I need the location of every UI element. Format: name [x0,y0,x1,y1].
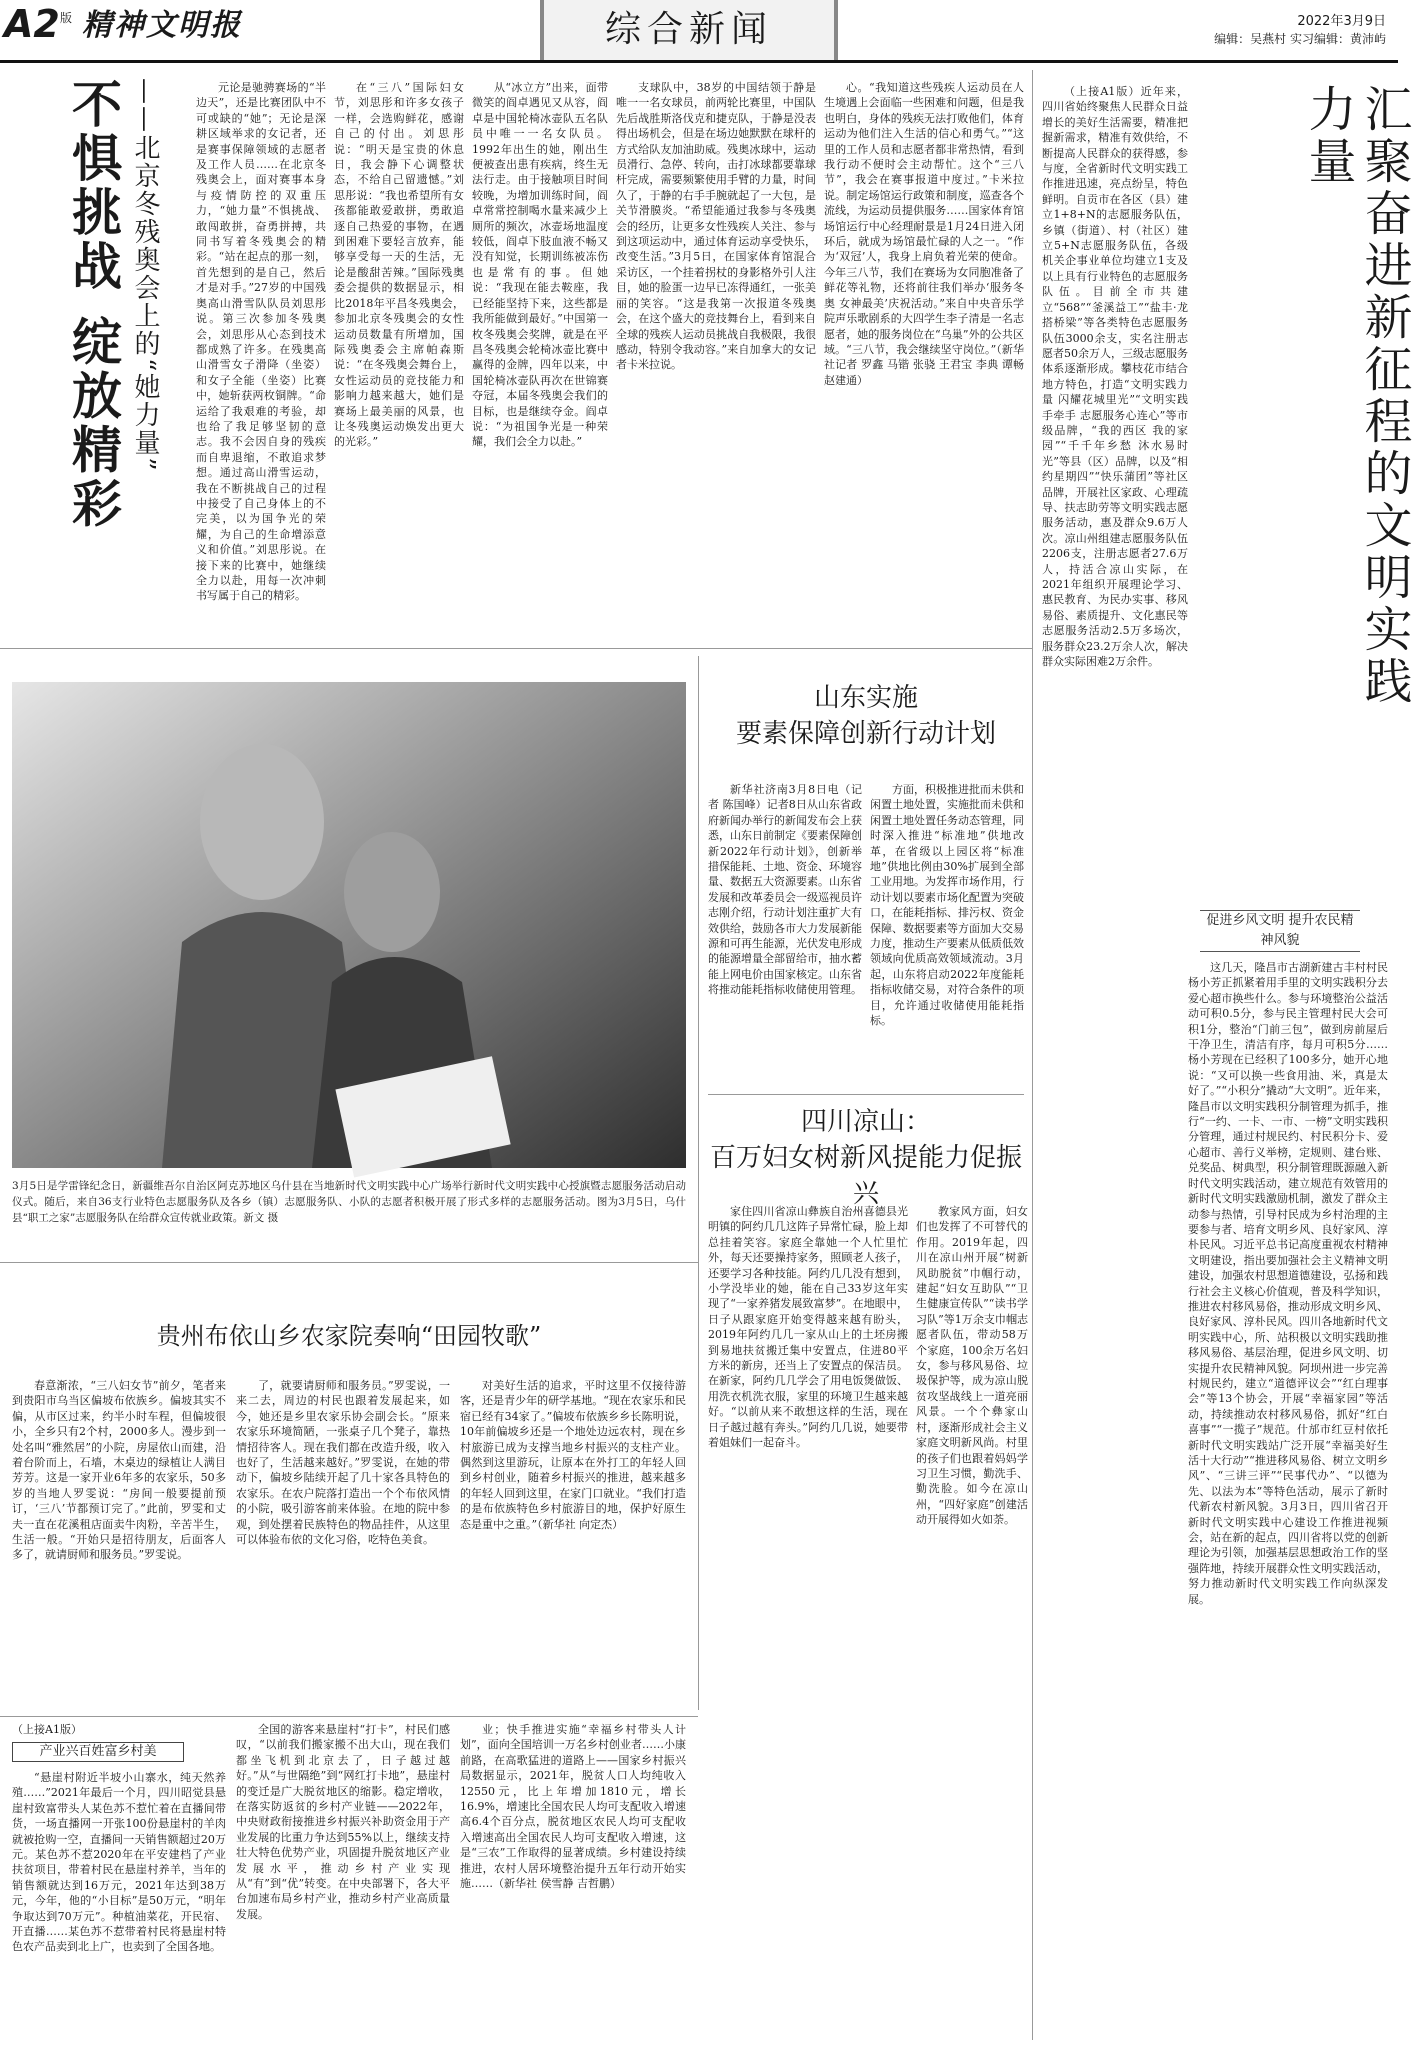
right-column-1-cont [1042,960,1180,2040]
divider-lead-bottom [0,648,1032,649]
right-column-1: （上接A1版）近年来，四川省始终聚焦人民群众日益增长的美好生活需要，精准把握新需求，精准有效供给，不断提高人民群众的获得感，参与度，全省新时代文明实践工作推进迅速，亮点纷呈，特色鲜明。自贡市在各区（县）建立1+8+N的志愿服务队伍，乡镇（街道）、村（社区）建立5+N志愿服务队伍，各级机关企事业单位均建立1支及以上具有行业特色的志愿服务队伍。目前全市共建立“568”“釜溪益工”“盐丰·龙搭桥梁”等各类特色志愿服务队伍3000余支，实名注册志愿者50余万人，三级志愿服务体系逐渐形成。攀枝花市结合地方特色，打造“文明实践力量 闪耀花城里光”“文明实践手牵手 志愿服务心连心”等市级品牌，“我的西区 我的家园”“千千年乡愁 沐水易时光”等县（区）品牌，以及“相约星期四”“快乐蒲团”等社区品牌，开展社区家政、心理疏导、扶志助劳等文明实践志愿服务活动，惠及群众9.6万人次。凉山州组建志愿服务队伍2206支，注册志愿者27.6万人，持活合凉山实际，在2021年组织开展理论学习、惠民教育、为民办实事、移风易俗、素质提升、文化惠民等志愿服务活动2.5万多场次，服务群众23.2万余人次，解决群众实际困难2万余件。 [1042,85,1188,669]
lead-column-5: 心。“我知道这些残疾人运动员在人生境遇上会面临一些困难和问题，但是我也明白，身体的残疾无法打败他们，体育运动为他们注入生活的信心和勇气。”“这里的工作人员和志愿者都非常热情，看到我行动不便时会主动帮忙。这个“三八节”，我会在赛事报道中度过。”卡米拉说。制定场馆运行政策和制度，巡查各个流线，为运动员提供服务……国家体育馆场馆运行中心经理耐景是1月24日进入闭环后，就成为场馆最忙碌的人之一。“作为‘双冠’人，我身上肩负着光荣的使命。今年三八节，我们在赛场为女同胞准备了鲜花等礼物，还将前往我们举办‘服务冬奥 女神最美’庆祝活动。”来自中央音乐学院声乐歌剧系的大四学生李子清是一名志愿者，她的服务岗位在“乌巢”外的公共区域。“三八节，我会继续坚守岗位。”（新华社记者 罗鑫 马锴 张骁 王君宝 李典 谭畅 赵建通） [824,81,1024,387]
header-rule [0,60,1398,63]
divider-right-column [1032,70,1033,2040]
shandong-column-1: 新华社济南3月8日电（记者 陈国峰）记者8日从山东省政府新闻办举行的新闻发布会上获悉，山东日前制定《要素保障创新2022年行动计划》，创新举措保能耗、土地、资金、环境容量、数据五大资源要素。山东省发展和改革委员会一级巡视员许志刚介绍，行动计划注重扩大有效供给，鼓励各市大力发展新能源和可再生能源，光伏发电形成的能源增量全部留给市，抽水蓄能上网电价由国家核定。山东省将推动能耗指标收储使用管理。 [708,783,862,997]
bottom-column-1: “悬崖村附近半坡小山寨水，纯天然养殖……”2021年最后一个月，四川昭觉县悬崖村致富带头人某色苏不惹忙着在直播间带货，一场直播网一开张100份悬崖村的羊肉就被抢购一空，直播间一天销售额超过20万元。某色苏不惹2020年在平安建档了产业扶贫项目，带着村民在悬崖村养羊，当年的销售额就达到16万元，2021年达到38万元，今年，他的“小目标”是50万元，“明年争取达到70万元”。种植油菜花，开民宿、开直播……某色苏不惹带着村民将悬崖村特色农产品卖到北上广，也卖到了全国各地。 [12,1771,226,1954]
sichuan-column-1: 家住四川省凉山彝族自治州喜德县光明镇的阿约几几这阵子异常忙碌，脸上却总挂着笑容。家庭全靠她一个人忙里忙外，每天还要操持家务，照顾老人孩子，还要学习各种技能。阿约几几没有想到，小学没毕业的她，能在自己33岁这年实现了“一家养猪发展致富梦”。在地眼中，日子从跟家庭开始变得越来越有盼头，2019年阿约几几一家从山上的土坯房搬到易地扶贫搬迁集中安置点，住进80平方米的新房，还当上了安置点的保洁员。在新家，阿约几几学会了用电饭煲做饭、用洗衣机洗衣服，家里的环境卫生越来越好。“以前从来不敢想这样的生活，现在日子越过越有奔头。”阿约几几说，她要带着姐妹们一起奋斗。 [708,1205,908,1450]
right-column-2: 这几天，隆昌市古湖新建古丰村村民杨小芳正抓紧着用手里的文明实践积分去爱心超市换些什么。参与环境整治公益活动可积0.5分，参与民主管理村民大会可积1分，整治“门前三包”，做到房前屋后干净卫生，清洁有序，每月可积5分……杨小芳现在已经积了100多分，她开心地说：“又可以换一些食用油、米，真是太好了。”“小积分”撬动“大文明”。近年来，隆昌市以文明实践积分制管理为抓手，推行“一约、一卡、一市、一榜”文明实践积分管理，通过村规民约、村民积分卡、爱心超市、善行义举榜，定规则、建台账、兑奖品、树典型，积分制管理既源融入新时代文明实践活动，建立规范有效管用的新时代文明实践激励机制，激发了群众主动参与热情，引导村民成为乡村治理的主要参与者、培育文明乡风、良好家风、淳朴民风。习近平总书记高度重视农村精神文明建设，指出要加强社会主义精神文明建设，加强农村思想道德建设，弘扬和践行社会主义核心价值观，普及科学知识，推进农村移风易俗，推动形成文明乡风、良好家风、淳朴民风。四川各地新时代文明实践中心，所、站积极以文明实践助推移风易俗、基层治理，促进乡风文明、切实提升农民精神风貌。阿坝州进一步完善村规民约，建立“道德评议会”“红白理事会”等13个协会，开展“幸福家园”等活动，持续推动农村移风易俗，抓好“红白喜事”“一揽子”规范。什邡市红豆村依托新时代文明实践站广泛开展“幸福美好生活十大行动”“推进移风易俗、树立文明乡风”、“三讲三评”“民事代办”、“以德为先、以法为本”等特色活动，展示了新时代新农村新风貌。3月3日，四川省召开新时代文明实践中心建设工作推进视频会，站在新的起点，四川省将以党的创新理论为引领，加强基层思想政治工作的坚强阵地，持续开展群众性文明实践活动，努力推动新时代文明实践工作向纵深发展。 [1188,961,1388,1606]
section-title: 综合新闻 [540,0,838,60]
photo-illustration [12,682,686,1168]
divider-shandong-bottom [708,1094,1024,1095]
right-headline: 汇聚奋进新征程的文明实践力量 [1300,84,1412,708]
shandong-column-2: 方面，积极推进批而未供和闲置土地处置，实施批而未供和闲置土地处置任务动态管理，同时深入推进“标准地”供地改革，在省级以上园区将“标准地”供地比例由30%扩展到全部工业用地。为发挥市场作用，行动计划以要素市场化配置为突破口，在能耗指标、排污权、资金保障、数据要素等方面加大交易力度，推动生产要素从低质低效领域向优质高效领域流动。3月起，山东将启动2022年度能耗指标收储交易，对符合条件的项目，允许通过收储使用能耗指标。 [870,783,1024,1028]
photo-caption: 3月5日是学雷锋纪念日，新疆维吾尔自治区阿克苏地区乌什县在当地新时代文明实践中心广场举行新时代文明实践中心授旗暨志愿服务活动启动仪式。随后，来自36支行业特色志愿服务队及各乡（镇）志愿服务队、小队的志愿者积极开展了形式多样的志愿服务活动。图为3月5日，乌什县“职工之家”志愿服务队在给群众宣传就业政策。新文 摄 [12,1180,686,1224]
news-photo [12,682,686,1168]
right-section-tag: 促进乡风文明 提升农民精神风貌 [1200,910,1360,952]
lead-headline: 不惧挑战 绽放精彩 [64,78,122,532]
page-number: A2 [4,2,60,46]
shandong-headline-2: 要素保障创新行动计划 [735,719,996,749]
issue-date: 2022年3月9日 [1297,14,1386,29]
divider-guizhou-bottom [0,1716,698,1717]
lead-subtitle: ——北京冬残奥会上的“她力量” [130,78,160,473]
sichuan-column-2: 教家风方面，妇女们也发挥了不可替代的作用。2019年起，四川在凉山州开展“树新风助脱贫”巾帼行动，建起“妇女互助队”“卫生健康宣传队”“读书学习队”等1万余支巾帼志愿者队伍，带动58万个家庭，100余万名妇女，参与移风易俗、垃圾保护等，成为凉山脱贫攻坚战线上一道亮丽风景。一个个彝家山村，逐渐形成社会主义家庭文明新风尚。村里的孩子们也跟着妈妈学习卫生习惯，勤洗手、勤洗脸。如今在凉山州，“四好家庭”创建活动开展得如火如荼。 [916,1205,1028,1527]
guizhou-column-1: 春意渐浓，“三八妇女节”前夕，笔者来到贵阳市乌当区偏坡布依族乡。偏坡其实不偏，从市区过来，约半小时车程，但偏坡很小，全乡只有2个村，2000多人。漫步到一处名叫“雅然居”的小院，房屋依山而建，沿着台阶而上，石墙，木桌边的绿植让人满目芳芳。这是一家开业6年多的农家乐，50多岁的当地人罗雯说：“房间一般要提前预订，‘三八’节都预订完了。”此前，罗雯和丈夫一直在花溪租店面卖牛肉粉，辛苦半生，生活一般。“开始只是招待朋友，后面客人多了，就请厨师和服务员。”罗雯说。 [12,1379,226,1562]
guizhou-headline: 贵州布依山乡农家院奏响“田园牧歌” [156,1322,542,1350]
bottom-column-2: 全国的游客来悬崖村“打卡”，村民们感叹，“以前我们搬家搬不出大山，现在我们都坐飞机到北京去了，日子越过越好。”从“与世隔绝”到“网红打卡地”，悬崖村的变迁是广大脱贫地区的缩影。稳定增收，在落实防返贫的乡村产业链——2022年，中央财政衔接推进乡村振兴补助资金用于产业发展的比重力争达到55%以上，继续支持壮大特色优势产业，巩固提升脱贫地区产业发展水平，推动乡村产业实现从“有”到“优”转变。在中央部署下，各大平台加速布局乡村产业，推动乡村产业高质量发展。 [236,1723,450,1921]
editor-credits: 编辑：吴燕村 实习编辑：黄沛屿 [1214,32,1386,46]
sichuan-headline-1: 四川凉山： [800,1107,931,1137]
bottom-section-tag: 产业兴百姓富乡村美 [12,1742,184,1762]
divider-photo-bottom [0,1262,698,1263]
shandong-headline-1: 山东实施 [813,683,918,713]
page-ban-label: 版 [60,11,73,25]
masthead-logo: 精神文明报 [82,8,242,43]
lead-column-2: 在“三八”国际妇女节，刘思彤和许多女孩子一样，会选购鲜花，感谢自己的付出。刘思彤说：“明天是宝贵的休息日，我会静下心调整状态，不给自己留遗憾。”刘思彤说：“我也希望所有女孩都能敢爱敢拼，勇敢追逐自己热爱的事物，在遇到困难下要轻言放弃，能够享受每一天的生活，无论是酸甜苦辣。”国际残奥委会提供的数据显示，相比2018年平昌冬残奥会，参加北京冬残奥会的女性运动员数量有所增加，国际残奥委会主席帕森斯说：“在冬残奥会舞台上，女性运动员的竞技能力和影响力越来越大，她们是赛场上最美丽的风景，也让冬残奥运动焕发出更大的光彩。” [334,81,464,449]
sichuan-headline-2: 百万妇女树新风提能力促振兴 [709,1143,1022,1209]
guizhou-column-2: 了，就要请厨师和服务员。”罗雯说，一来二去，周边的村民也跟着发展起来，如今，她还是乡里农家乐协会副会长。“原来农家乐环境简陋，一张桌子几个凳子，靠热情招待客人。现在我们都在改造升级，收入也好了，生活越来越好。”罗雯说，在她的带动下，偏坡乡陆续开起了几十家各具特色的农家乐。在农户院落打造出一个个布依风情的小院，吸引游客前来体验。在地的院中参观，到处摆着民族特色的物品挂件，从这里可以体验布依的文化习俗，吃特色美食。 [236,1379,450,1547]
bottom-continued-label: （上接A1版） [12,1723,82,1736]
divider-photo-right [698,656,699,1710]
guizhou-column-3: 对美好生活的追求，平时这里不仅接待游客，还是青少年的研学基地。“现在农家乐和民宿已经有34家了。”偏坡布依族乡乡长陈明说，10年前偏坡乡还是一个地处边远农村，现在乡村旅游已成为支撑当地乡村振兴的支柱产业。偶然到这里游玩，让原本在外打工的年轻人回到乡村创业，随着乡村振兴的推进，越来越多的年轻人回到这里，在家门口就业。“我们打造的是布依族特色乡村旅游目的地，保护好原生态是重中之重。”（新华社 向定杰） [460,1379,686,1531]
lead-column-4: 支球队中，38岁的中国结领于静是唯一一名女球员，前两轮比赛里，中国队先后战胜斯洛伐克和捷克队，于静是没表得出场机会，但是在场边她默默在球杆的方式给队友加油助威。残奥冰球中，运动员滑行、急停、转向，击打冰球都要靠球杆完成，需要频繁使用手臂的力量，时间久了，于静的右手手腕就起了一大包，是关节滑膜炎。“希望能通过我参与冬残奥会的经历，让更多女性残疾人关注、参与到这项运动中，通过体育运动享受快乐，改变生活。”3月5日，在国家体育馆混合采访区，一个挂着拐杖的身影格外引人注目，她的脸蛋一边早已冻得通红，一张美丽的笑容。“这是我第一次报道冬残奥会，在这个盛大的竞技舞台上，看到来自全球的残疾人运动员挑战自我极限，我很感动，特别令我动容。”来自加拿大的女记者卡米拉说。 [616,81,816,372]
lead-column-1: 元论是驰骋赛场的“半边天”，还是比赛团队中不可或缺的“她”；无论是深耕区域举求的女记者，还是赛事保障领域的志愿者及工作人员……在北京冬残奥会上，面对赛事本身与疫情防控的双重压力，“她力量”不惧挑战、敢闯敢拼，奋勇拼搏，共同书写着冬残奥会的精彩。“站在起点的那一刻，首先想到的是自己，然后才是对手。”27岁的中国残奥高山滑雪队队员刘思彤说。第三次参加冬残奥会，刘思彤从心态到技术都成熟了许多。在残奥高山滑雪女子滑降（坐姿）和女子全能（坐姿）比赛中，她斩获两枚铜牌。“命运给了我艰难的考验，却也给了我足够坚韧的意志。我不会因自身的残疾而自卑退缩，不敢追求梦想。通过高山滑雪运动，我在不断挑战自己的过程中接受了自己身体上的不完美，以为国争光的荣耀，为自己的生命增添意义和价值。”刘思彤说。在接下来的比赛中，她继续全力以赴，用每一次冲刺书写属于自己的精彩。 [196,81,326,603]
bottom-column-3: 业；快手推进实施“幸福乡村带头人计划”，面向全国培训一万名乡村创业者……小康前路，在高歌猛进的道路上——国家乡村振兴局数据显示，2021年，脱贫人口人均纯收入12550元，比上年增加1810元，增长16.9%，增速比全国农民人均可支配收入增速高6.4个百分点，脱贫地区农民人均可支配收入增速高出全国农民人均可支配收入增速，这是“三农”工作取得的显著成绩。乡村建设持续推进，农村人居环境整治提升五年行动开始实施……（新华社 侯雪静 吉哲鹏） [460,1723,686,1891]
lead-column-3: 从“冰立方”出来，面带微笑的阎卓遇见又从容，阎卓是中国轮椅冰壶队五名队员中唯一一名女队员。1992年出生的她，刚出生便被查出患有疾病，终生无法行走。由于接触项目时间较晚，为增加训练时间，阎卓常常控制喝水量来减少上厕所的频次，冰壶场地温度较低，阎卓下肢血液不畅又没有知觉，长期训练被冻伤也是常有的事。但她说：“我现在能去鞍座，我已经能坚持下来，这些都是我所能做到最好。”中国第一枚冬残奥会奖牌，就是在平昌冬残奥会轮椅冰壶比赛中赢得的金牌，四年以来，中国轮椅冰壶队再次在世锦赛夺冠，本届冬残奥会我们的目标，也是继续夺金。阎卓说：“为祖国争光是一种荣耀，我们会全力以赴。” [472,81,608,449]
